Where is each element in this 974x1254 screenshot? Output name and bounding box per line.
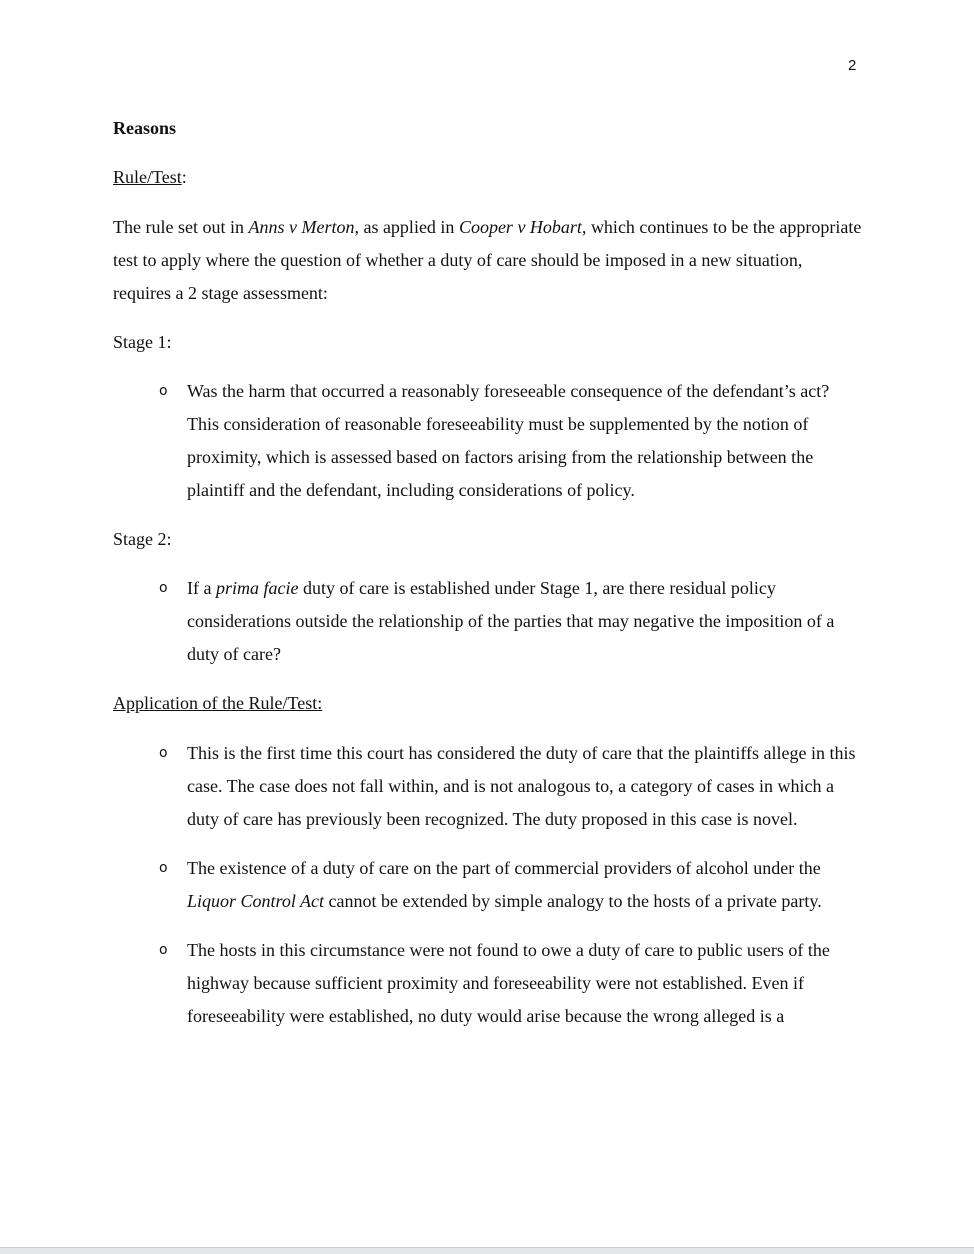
- application-bullet-1-text: This is the first time this court has considered the duty of care that the plaintiffs allege in this case. The case does not fall within, and is not analogous to, a category of cases in which a duty of care has previously been recognized. The duty proposed in this case is novel.: [187, 743, 856, 829]
- intro-text-2: , as applied in: [354, 217, 459, 237]
- intro-text-3: which continues to be the appropriate test to apply where the question of whether a duty of care should be imposed in a new situation, requires a 2 stage assessment:: [113, 217, 862, 303]
- bullet-circle-icon: o: [159, 860, 168, 876]
- stage-2-bullet: [113, 572, 859, 671]
- application-bullet-1: [113, 737, 859, 836]
- stage-2-italic: prima facie: [215, 578, 299, 598]
- bullet-circle-icon: o: [159, 745, 168, 761]
- document-body: [113, 112, 863, 1049]
- subheading-rule-test: [113, 161, 863, 194]
- bullet-circle-icon: o: [159, 383, 168, 399]
- subheading-application: [113, 687, 863, 720]
- subheading-application-text: Application of the Rule/Test:: [113, 693, 323, 713]
- bullet-circle-icon: o: [159, 942, 168, 958]
- stage-1-bullet: [113, 375, 859, 507]
- stage-2-text-1: If a: [187, 578, 216, 598]
- application-bullet-2-text-1: The existence of a duty of care on the part of commercial providers of alcohol under the: [187, 858, 821, 878]
- case-citation-anns: Anns v Merton: [248, 217, 355, 237]
- bullet-circle-icon: o: [159, 580, 168, 596]
- subheading-rule-test-colon: :: [181, 167, 187, 187]
- statute-name-liquor-control-act: Liquor Control Act: [187, 891, 325, 911]
- case-citation-cooper: Cooper v Hobart,: [458, 217, 587, 237]
- stage-1-text: Was the harm that occurred a reasonably foreseeable consequence of the defendant’s act? This consideration of reasonable foreseeability must be supplemented by the notion of proximity, which is assessed based on factors arising from the relationship between the plaintiff and the defendant, including considerations of policy.: [187, 381, 830, 500]
- stage-1-label: Stage 1:: [113, 332, 172, 352]
- intro-paragraph: [113, 211, 863, 310]
- stage-2-text-2: duty of care is established under Stage 1, are there residual policy considerations outside the relationship of the parties that may negative the imposition of a duty of care?: [187, 578, 835, 664]
- application-bullet-3: [113, 934, 859, 1033]
- application-bullet-3-text: The hosts in this circumstance were not found to owe a duty of care to public users of the highway because sufficient proximity and foreseeability were not established. Even if foreseeability were established, no duty would arise because the wrong alleged is a: [187, 940, 830, 1026]
- stage-2-label: Stage 2:: [113, 529, 172, 549]
- application-bullet-2-text-2: cannot be extended by simple analogy to the hosts of a private party.: [324, 891, 822, 911]
- section-heading-reasons: Reasons: [113, 118, 177, 138]
- page-number: 2: [848, 57, 857, 74]
- subheading-rule-test-text: Rule/Test: [113, 167, 182, 187]
- application-bullet-2: [113, 852, 859, 918]
- intro-text-1: The rule set out in: [113, 217, 249, 237]
